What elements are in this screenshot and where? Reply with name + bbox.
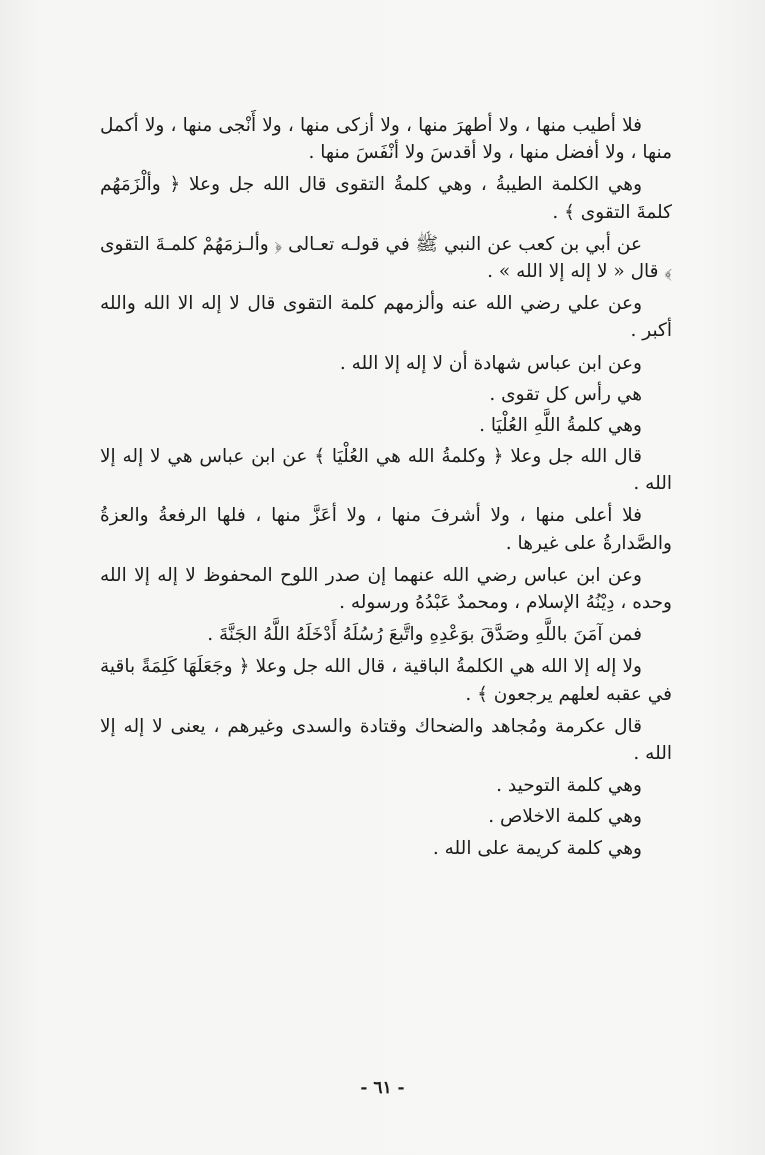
paragraph: وهي كلمةُ اللَّهِ العُلْيَا . [479,414,642,436]
paragraph: وعن ابن عباس شهادة أن لا إله إلا الله . [339,352,642,374]
paragraph: قال الله جل وعلا ﴿ وكلمةُ الله هي العُلْيَا ﴾ عن ابن عباس هي لا إله إلا الله . [100,446,672,495]
paragraph: وهي الكلمة الطيبةُ ، وهي كلمةُ التقوى قال الله جل وعلا ﴿ وألْزَمَهُم كلمةَ التقوى ﴾ . [100,174,672,223]
paragraph: وهي كلمة كريمة على الله . [432,837,642,859]
paragraph: عن أبي بن كعب عن النبي ﷺ في قولـه تعـالى ﴿ وألـزمَهُمْ كلمـةَ التقوى ﴾ قال « لا إله إلا الله » . [100,233,672,282]
paragraph: وعن ابن عباس رضي الله عنهما إن صدر اللوح المحفوظ لا إله إلا الله وحده ، دِيْنُهُ الإسلام ، ومحمدٌ عَبْدُهُ ورسوله . [100,564,672,613]
paragraph: فلا أطيب منها ، ولا أطهرَ منها ، ولا أزكى منها ، ولا أَنْجى منها ، ولا أكمل منها ، ولا أفضل منها ، ولا أقدسَ ولا أنْفَسَ منها . [100,115,672,164]
paragraph: فمن آمَنَ باللَّهِ وصَدَّقَ بوَعْدِهِ واتَّبعَ رُسُلَهُ أَدْخَلَهُ اللَّهُ الجَنَّةَ . [207,624,642,646]
page-number: - ٦١ - [360,1078,405,1098]
paragraph: ولا إله إلا الله هي الكلمةُ الباقية ، قال الله جل وعلا ﴿ وجَعَلَهَا كَلِمَةً باقية في عقبه لعلهم يرجعون ﴾ . [100,656,672,705]
page-body-text [100,112,672,866]
paragraph: وهي كلمة الاخلاص . [488,806,642,828]
paragraph: هي رأس كل تقوى . [489,383,642,405]
paragraph: قال عكرمة ومُجاهد والضحاك وقتادة والسدى وغيرهم ، يعنى لا إله إلا الله . [100,715,672,764]
paragraph: فلا أعلى منها ، ولا أشرفَ منها ، ولا أعَزَّ منها ، فلها الرفعةُ والعزةُ والصَّدارةُ على غيرها . [100,505,672,554]
paragraph: وعن علي رضي الله عنه وألزمهم كلمة التقوى قال لا إله الا الله والله أكبر . [100,293,672,342]
paragraph: وهي كلمة التوحيد . [496,775,642,797]
